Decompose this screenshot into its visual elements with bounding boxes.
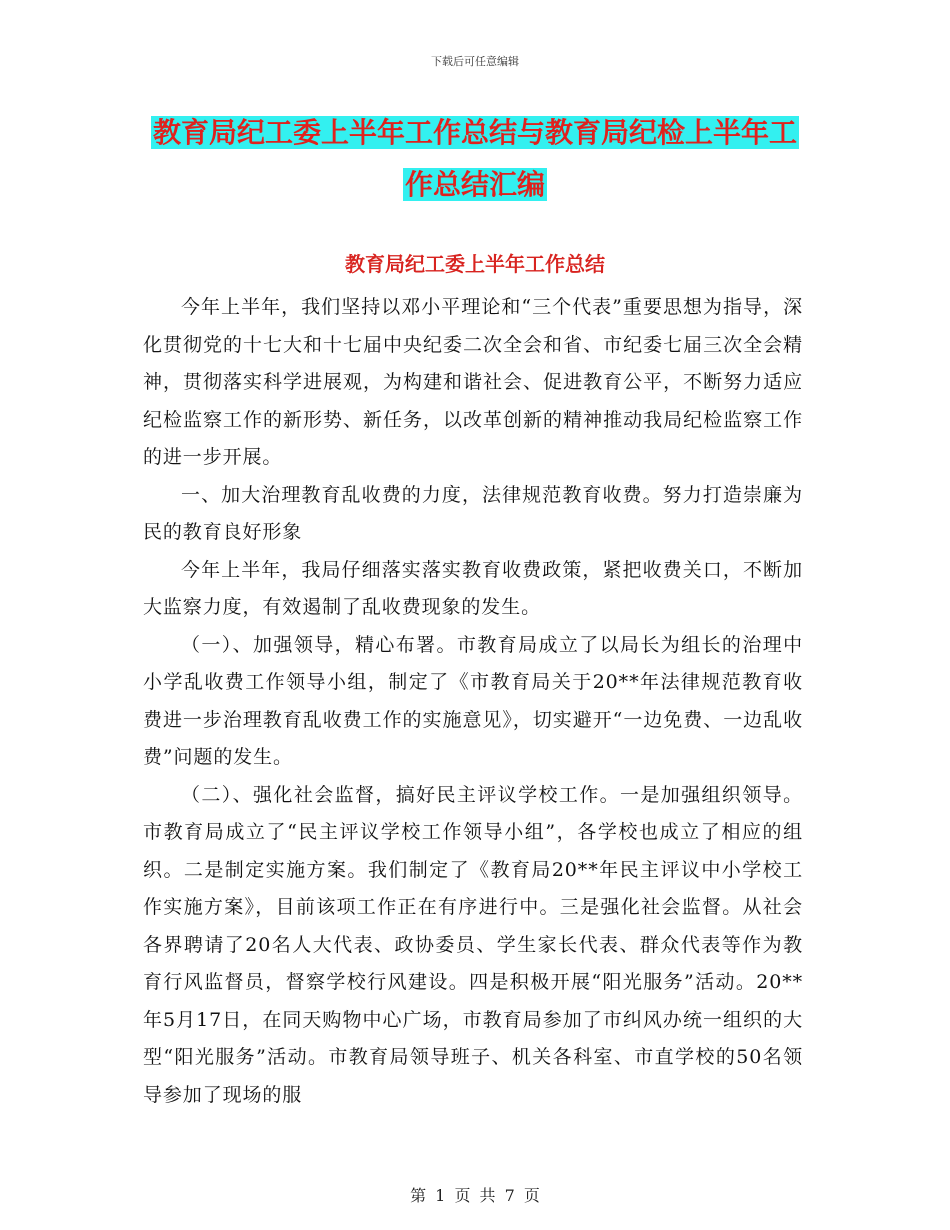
document-title [130, 107, 820, 211]
paragraph: 一、加大治理教育乱收费的力度，法律规范教育收费。努力打造崇廉为民的教育良好形象 [143, 483, 803, 543]
paragraph: （二）、强化社会监督，搞好民主评议学校工作。一是加强组织领导。市教育局成立了“民主评议学校工作领导小组”，各学校也成立了相应的组织。二是制定实施方案。我们制定了《教育局20**年民主评议中小学校工作实施方案》，目前该项工作正在有序进行中。三是强化社会监督。从社会各界聘请了20名人大代表、政协委员、学生家长代表、群众代表等作为教育行风监督员，督察学校行风建设。四是积极开展“阳光服务”活动。20**年5月17日，在同天购物中心广场，市教育局参加了市纠风办统一组织的大型“阳光服务”活动。市教育局领导班子、机关各科室、市直学校的50名领导参加了现场的服 [143, 783, 803, 1106]
paragraph: 今年上半年，我们坚持以邓小平理论和“三个代表”重要思想为指导，深化贯彻党的十七大和十七届中央纪委二次全会和省、市纪委七届三次全会精神，贯彻落实科学进展观，为构建和谐社会、促进教育公平，不断努力适应纪检监察工作的新形势、新任务，以改革创新的精神推动我局纪检监察工作的进一步开展。 [143, 296, 803, 468]
page-footer-number: 第 1 页 共 7 页 [410, 1186, 540, 1205]
paragraph: 今年上半年，我局仔细落实落实教育收费政策，紧把收费关口，不断加大监察力度，有效遏制了乱收费现象的发生。 [143, 558, 803, 618]
document-title-line-1: 教育局纪工委上半年工作总结与教育局纪检上半年工 [152, 116, 797, 149]
page-header-note: 下载后可任意编辑 [431, 55, 519, 68]
document-body [143, 289, 803, 1114]
paragraph: （一）、加强领导，精心布署。市教育局成立了以局长为组长的治理中小学乱收费工作领导小组，制定了《市教育局关于20**年法律规范教育收费进一步治理教育乱收费工作的实施意见》，切实避开“一边免费、一边乱收费”问题的发生。 [143, 633, 803, 768]
document-title-line-2: 作总结汇编 [404, 168, 545, 201]
section-title: 教育局纪工委上半年工作总结 [345, 252, 605, 276]
